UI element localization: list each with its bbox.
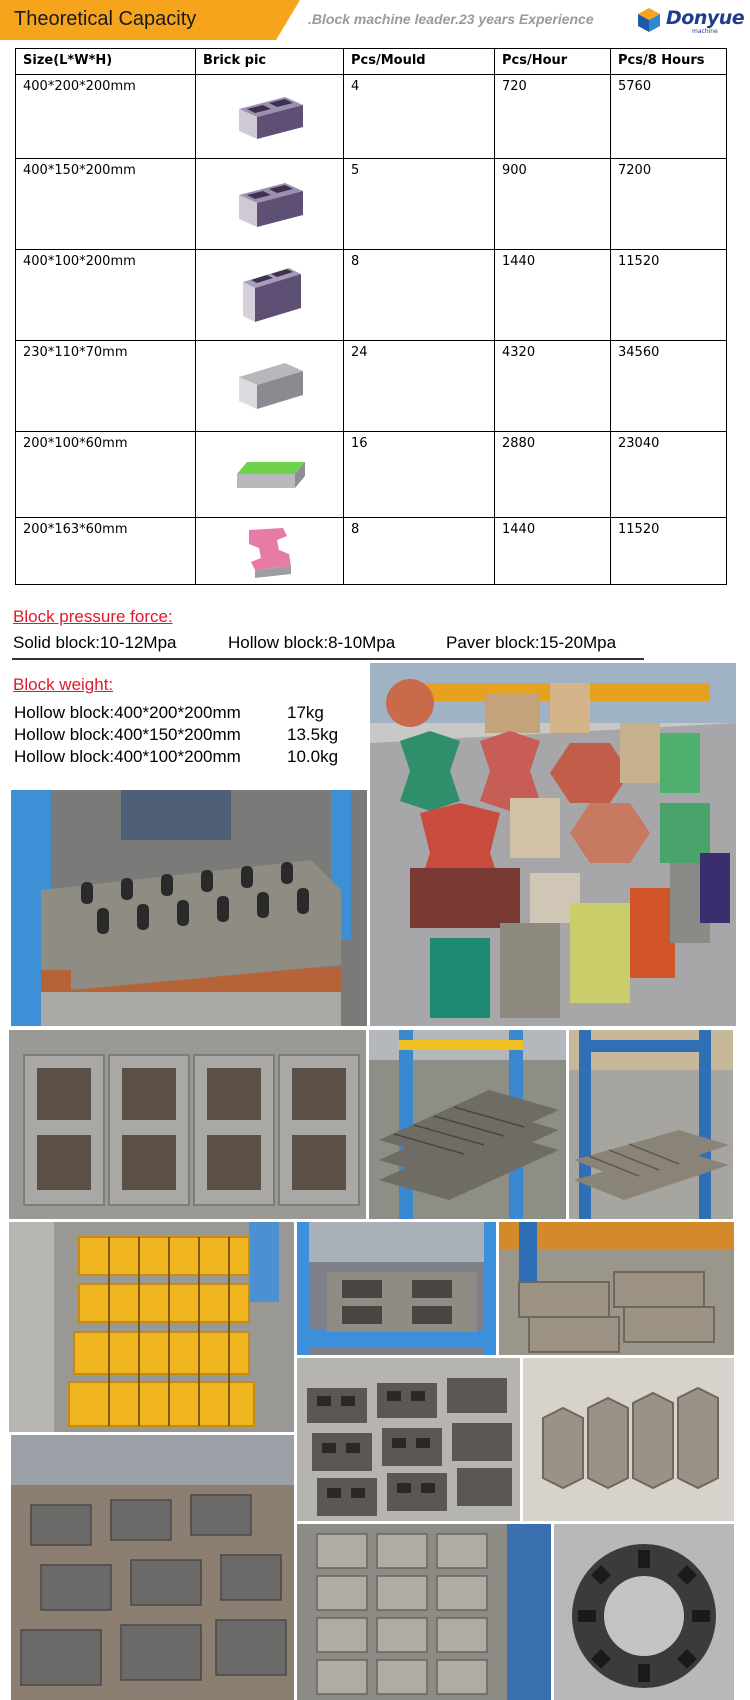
cell-pcs-hour: 4320 [495,341,611,432]
weight-label: Hollow block:400*100*200mm [14,747,241,766]
header-bar [0,0,750,40]
table-row [16,159,727,250]
cell-pcs-8-hours: 11520 [611,518,727,585]
table-row [16,518,727,585]
pressure-heading: Block pressure force: [13,607,173,626]
page-title: Theoretical Capacity [14,8,197,30]
header-tagline: .Block machine leader.23 years Experience [308,11,594,27]
pressure-solid: Solid block:10-12Mpa [13,633,177,652]
table-row [16,75,727,159]
photo-zigzag-pavers [297,1524,551,1700]
table-row [16,250,727,341]
cell-pcs-hour: 1440 [495,518,611,585]
weight-label: Hollow block:400*150*200mm [14,725,241,744]
hollow-block-image [233,81,307,143]
table-row [16,432,727,518]
cell-pcs-hour: 2880 [495,432,611,518]
column-header-brick-pic: Brick pic [196,49,344,75]
capacity-table [15,48,727,585]
cell-brick-pic [196,75,344,159]
weight-value: 17kg [287,703,324,722]
column-header-pcs-8-hours: Pcs/8 Hours [611,49,727,75]
weight-item [14,725,339,745]
table-row [16,341,727,432]
cell-pcs-8-hours: 11520 [611,250,727,341]
cell-brick-pic [196,341,344,432]
photo-yellow-pavers [9,1222,294,1432]
pressure-hollow: Hollow block:8-10Mpa [228,633,396,652]
weight-value: 13.5kg [287,725,339,744]
table-header-row [16,49,727,75]
weight-label: Hollow block:400*200*200mm [14,703,241,722]
cell-pcs-8-hours: 23040 [611,432,727,518]
section-divider [12,658,644,660]
cell-brick-pic [196,518,344,585]
logo-subtext: machine [692,28,718,35]
cell-brick-pic [196,159,344,250]
cell-pcs-8-hours: 34560 [611,341,727,432]
pink-paver-image [233,524,307,580]
cell-pcs-mould: 16 [344,432,495,518]
photo-block-rack [369,1030,566,1219]
photo-hollow-blocks-on-pallet [11,790,367,1026]
photo-circular-mould [554,1524,734,1700]
weight-value: 10.0kg [287,747,339,766]
photo-curb-stones [523,1358,734,1521]
narrow-hollow-block-image [233,256,307,326]
weight-heading: Block weight: [13,675,114,694]
column-header-pcs-mould: Pcs/Mould [344,49,495,75]
photo-dark-hollow-blocks [297,1358,520,1521]
cell-brick-pic [196,250,344,341]
solid-brick-image [233,347,307,413]
cell-size: 400*150*200mm [16,159,196,250]
cell-size: 200*163*60mm [16,518,196,585]
cell-pcs-8-hours: 5760 [611,75,727,159]
cell-pcs-mould: 4 [344,75,495,159]
photo-large-hollow-blocks [9,1030,366,1219]
cell-pcs-hour: 720 [495,75,611,159]
photo-block-on-machine [297,1222,496,1355]
cube-icon [636,6,662,34]
cell-pcs-hour: 900 [495,159,611,250]
cell-pcs-mould: 24 [344,341,495,432]
photo-gray-pavers-yard [11,1435,294,1700]
cell-pcs-8-hours: 7200 [611,159,727,250]
photo-paver-display [370,663,736,1026]
cell-pcs-mould: 8 [344,518,495,585]
cell-brick-pic [196,432,344,518]
cell-pcs-mould: 5 [344,159,495,250]
weight-item [14,703,324,723]
cell-size: 400*100*200mm [16,250,196,341]
column-header-size: Size(L*W*H) [16,49,196,75]
cell-pcs-mould: 8 [344,250,495,341]
weight-item [14,747,339,767]
logo-wordmark: Donyue [666,7,745,29]
pressure-paver: Paver block:15-20Mpa [446,633,617,652]
green-paver-image [233,438,307,498]
company-logo [636,6,746,36]
column-header-pcs-hour: Pcs/Hour [495,49,611,75]
cell-size: 230*110*70mm [16,341,196,432]
hollow-block-image [233,165,307,231]
photo-solid-bricks [499,1222,734,1355]
cell-size: 400*200*200mm [16,75,196,159]
photo-machine-pallet [569,1030,733,1219]
cell-pcs-hour: 1440 [495,250,611,341]
cell-size: 200*100*60mm [16,432,196,518]
